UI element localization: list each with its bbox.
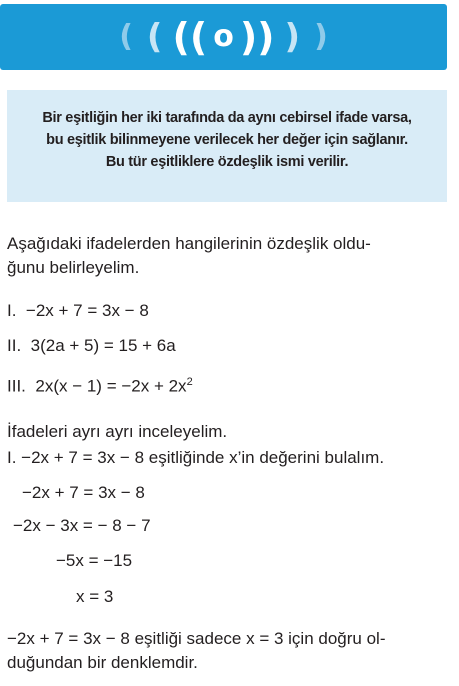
conclusion-line-2: duğundan bir denklemdir. bbox=[7, 653, 198, 672]
intro-line-2: ğunu belirleyelim. bbox=[7, 258, 140, 277]
wave-right-strong: )) bbox=[239, 14, 275, 59]
definition-box bbox=[7, 90, 447, 202]
solution-step-2: −2x − 3x = − 8 − 7 bbox=[13, 516, 151, 535]
wave-left-strong: (( bbox=[172, 14, 208, 59]
inspect-text: İfadeleri ayrı ayrı inceleyelim. bbox=[7, 422, 228, 441]
wave-left-faint: ( bbox=[119, 18, 133, 54]
step-intro-text: I. −2x + 7 = 3x − 8 eşitliğinde x’in değerini bulalım. bbox=[7, 448, 385, 467]
item-label: II. bbox=[7, 336, 22, 355]
definition-text bbox=[7, 90, 447, 173]
broadcast-waves-icon bbox=[0, 16, 447, 57]
definition-line-2: bu eşitlik bilinmeyene verilecek her değer için sağlanır. bbox=[46, 132, 408, 148]
item-exponent: 2 bbox=[186, 376, 193, 388]
item-expression: −2x + 7 = 3x − 8 bbox=[25, 301, 149, 320]
solution-step-4: x = 3 bbox=[76, 587, 114, 606]
wave-left-mid: ( bbox=[146, 16, 163, 57]
item-label: III. bbox=[7, 376, 26, 396]
definition-line-1: Bir eşitliğin her iki tarafında da aynı cebirsel ifade varsa, bbox=[42, 110, 412, 126]
item-label: I. bbox=[7, 301, 17, 320]
definition-line-3: Bu tür eşitliklere özdeşlik ismi verilir. bbox=[105, 154, 349, 170]
intro-line-1: Aşağıdaki ifadelerden hangilerinin özdeşlik oldu- bbox=[7, 234, 371, 253]
header-banner bbox=[0, 4, 447, 70]
signal-center-icon: o bbox=[213, 18, 234, 54]
solution-step-3: −5x = −15 bbox=[56, 551, 133, 570]
item-expression: 2x(x − 1) = −2x + 2x bbox=[35, 376, 187, 396]
expression-item-3 bbox=[7, 370, 193, 399]
expression-item-1 bbox=[7, 299, 149, 323]
intro-paragraph bbox=[7, 232, 453, 280]
solution-step-1: −2x + 7 = 3x − 8 bbox=[22, 483, 145, 502]
wave-right-mid: ) bbox=[284, 16, 301, 57]
expression-item-2 bbox=[7, 334, 176, 358]
item-expression: 3(2a + 5) = 15 + 6a bbox=[30, 336, 176, 355]
conclusion-line-1: −2x + 7 = 3x − 8 eşitliği sadece x = 3 için doğru ol- bbox=[7, 629, 386, 648]
wave-right-faint: ) bbox=[314, 18, 328, 54]
conclusion-paragraph bbox=[7, 627, 453, 675]
